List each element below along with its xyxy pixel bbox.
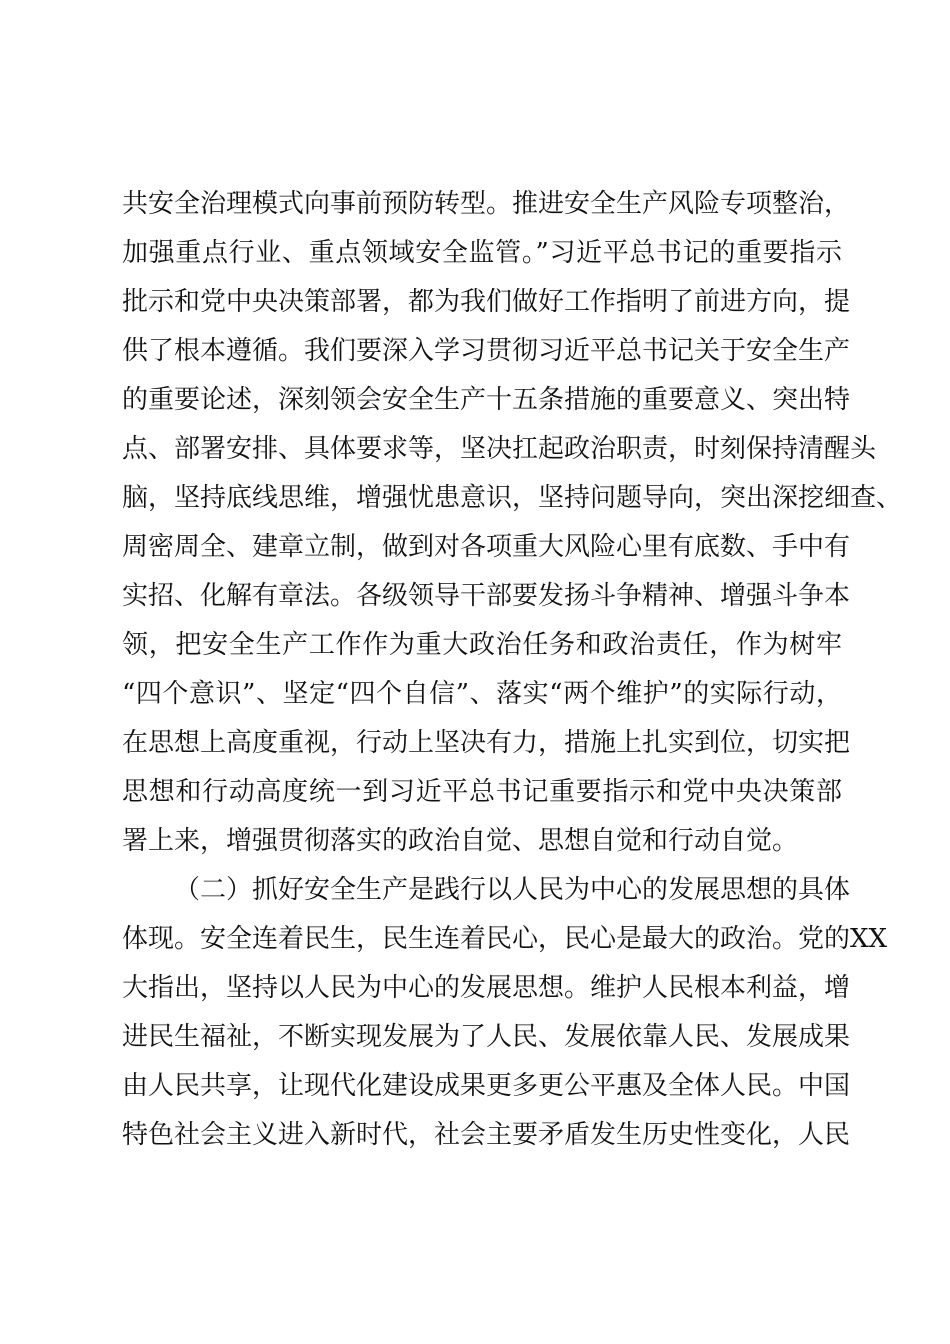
text-line: 特色社会主义进入新时代，社会主要矛盾发生历史性变化，人民	[122, 1120, 851, 1150]
text-line: 由人民共享，让现代化建设成果更多更公平惠及全体人民。中国	[122, 1071, 851, 1101]
text-line: 的重要论述，深刻领会安全生产十五条措施的重要意义、突出特	[122, 385, 851, 415]
text-line: 脑，坚持底线思维，增强忧患意识，坚持问题导向，突出深挖细查、	[122, 483, 903, 513]
text-line: “四个意识”、坚定“四个自信”、落实“两个维护”的实际行动，	[122, 679, 842, 709]
text-line: 周密周全、建章立制，做到对各项重大风险心里有底数、手中有	[122, 532, 851, 562]
paragraph-end-line: 署上来，增强贯彻落实的政治自觉、思想自觉和行动自觉。	[122, 826, 799, 856]
text-line: 大指出，坚持以人民为中心的发展思想。维护人民根本利益，增	[122, 973, 851, 1003]
text-line: 共安全治理模式向事前预防转型。推进安全生产风险专项整治，	[122, 189, 851, 219]
text-line: 点、部署安排、具体要求等，坚决扛起政治职责，时刻保持清醒头	[122, 434, 877, 464]
text-line: 进民生福祉，不断实现发展为了人民、发展依靠人民、发展成果	[122, 1022, 851, 1052]
text-line: 领，把安全生产工作作为重大政治任务和政治责任，作为树牢	[122, 630, 842, 660]
text-line: 供了根本遵循。我们要深入学习贯彻习近平总书记关于安全生产	[122, 336, 851, 366]
text-line: 体现。安全连着民生，民生连着民心，民心是最大的政治。党的XX	[122, 924, 888, 954]
text-line: 批示和党中央决策部署，都为我们做好工作指明了前进方向，提	[122, 287, 851, 317]
text-line: 实招、化解有章法。各级领导干部要发扬斗争精神、增强斗争本	[122, 581, 851, 611]
text-line: 思想和行动高度统一到习近平总书记重要指示和党中央决策部	[122, 777, 842, 807]
section-heading-line: （二）抓好安全生产是践行以人民为中心的发展思想的具体	[174, 875, 851, 905]
body-text	[122, 180, 903, 1160]
text-line: 加强重点行业、重点领域安全监管。”习近平总书记的重要指示	[122, 238, 842, 268]
text-line: 在思想上高度重视，行动上坚决有力，措施上扎实到位，切实把	[122, 728, 851, 758]
